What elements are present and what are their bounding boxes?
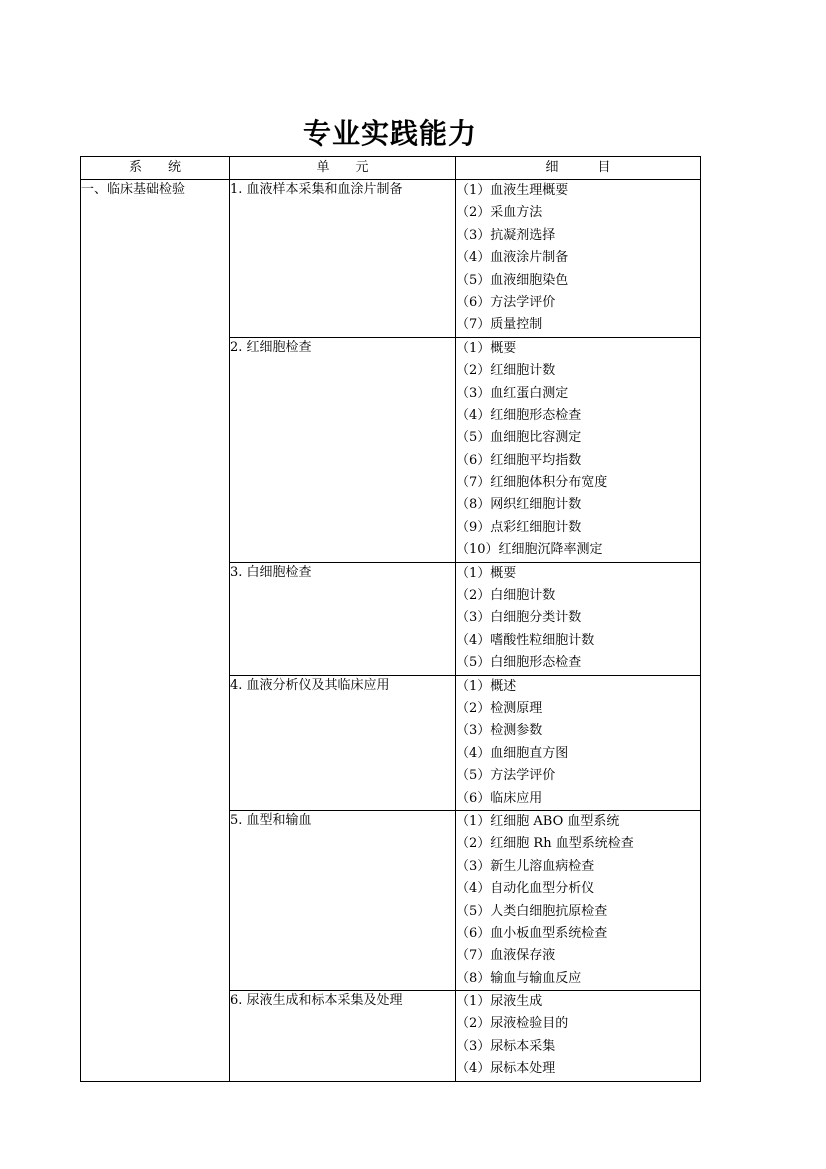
system-cell: 一、临床基础检验 bbox=[81, 180, 230, 1082]
detail-item: （3）抗凝剂选择 bbox=[456, 227, 556, 243]
detail-item: （5）人类白细胞抗原检查 bbox=[456, 903, 608, 919]
table-row bbox=[81, 180, 701, 338]
detail-item: （1）概述 bbox=[456, 678, 517, 694]
detail-item: （4）血细胞直方图 bbox=[456, 745, 569, 761]
detail-item: （3）检测参数 bbox=[456, 723, 543, 739]
details-cell bbox=[456, 675, 701, 810]
detail-item: （7）质量控制 bbox=[456, 317, 543, 333]
header-system: 系 统 bbox=[81, 157, 230, 180]
unit-cell: 4. 血液分析仪及其临床应用 bbox=[230, 675, 456, 810]
detail-item: （2）尿液检验目的 bbox=[456, 1016, 569, 1032]
details-cell bbox=[456, 337, 701, 562]
detail-item: （1）红细胞 ABO 血型系统 bbox=[456, 813, 620, 829]
detail-item: （5）血细胞比容测定 bbox=[456, 430, 582, 446]
detail-item: （6）方法学评价 bbox=[456, 294, 556, 310]
detail-item: （9）点彩红细胞计数 bbox=[456, 519, 582, 535]
detail-item: （2）采血方法 bbox=[456, 205, 543, 221]
detail-item: （5）血液细胞染色 bbox=[456, 272, 569, 288]
details-cell bbox=[456, 180, 701, 338]
detail-item: （4）自动化血型分析仪 bbox=[456, 881, 595, 897]
table-body bbox=[81, 180, 701, 1082]
detail-item: （2）白细胞计数 bbox=[456, 588, 556, 604]
unit-cell: 2. 红细胞检查 bbox=[230, 337, 456, 562]
detail-item: （3）新生儿溶血病检查 bbox=[456, 858, 595, 874]
details-cell bbox=[456, 562, 701, 675]
detail-item: （1）尿液生成 bbox=[456, 994, 543, 1010]
detail-item: （7）红细胞体积分布宽度 bbox=[456, 475, 608, 491]
detail-item: （5）白细胞形态检查 bbox=[456, 655, 582, 671]
detail-item: （8）输血与输血反应 bbox=[456, 970, 582, 986]
detail-item: （7）血液保存液 bbox=[456, 948, 556, 964]
details-cell bbox=[456, 810, 701, 990]
unit-cell: 3. 白细胞检查 bbox=[230, 562, 456, 675]
detail-item: （4）嗜酸性粒细胞计数 bbox=[456, 632, 595, 648]
table-header-row bbox=[81, 157, 701, 180]
detail-item: （6）红细胞平均指数 bbox=[456, 452, 582, 468]
detail-item: （1）血液生理概要 bbox=[456, 183, 569, 198]
detail-item: （1）概要 bbox=[456, 565, 517, 581]
detail-item: （10）红细胞沉降率测定 bbox=[456, 542, 603, 558]
unit-cell: 6. 尿液生成和标本采集及处理 bbox=[230, 991, 456, 1082]
header-unit: 单 元 bbox=[230, 157, 456, 180]
details-cell bbox=[456, 991, 701, 1082]
detail-item: （6）血小板血型系统检查 bbox=[456, 925, 608, 941]
detail-item: （3）血红蛋白测定 bbox=[456, 385, 569, 401]
detail-item: （2）红细胞 Rh 血型系统检查 bbox=[456, 836, 634, 852]
detail-item: （3）尿标本采集 bbox=[456, 1038, 556, 1054]
header-details: 细 目 bbox=[456, 157, 701, 180]
unit-cell: 1. 血液样本采集和血涂片制备 bbox=[230, 180, 456, 338]
detail-item: （2）检测原理 bbox=[456, 700, 543, 716]
unit-cell: 5. 血型和输血 bbox=[230, 810, 456, 990]
detail-item: （5）方法学评价 bbox=[456, 768, 556, 784]
detail-item: （4）血液涂片制备 bbox=[456, 250, 569, 266]
detail-item: （4）红细胞形态检查 bbox=[456, 407, 582, 423]
detail-item: （6）临床应用 bbox=[456, 790, 543, 806]
page-title: 专业实践能力 bbox=[302, 117, 477, 150]
detail-item: （3）白细胞分类计数 bbox=[456, 610, 582, 626]
detail-item: （8）网织红细胞计数 bbox=[456, 497, 582, 513]
detail-item: （4）尿标本处理 bbox=[456, 1061, 556, 1077]
syllabus-table bbox=[80, 156, 701, 1082]
detail-item: （2）红细胞计数 bbox=[456, 363, 556, 379]
detail-item: （1）概要 bbox=[456, 340, 517, 356]
